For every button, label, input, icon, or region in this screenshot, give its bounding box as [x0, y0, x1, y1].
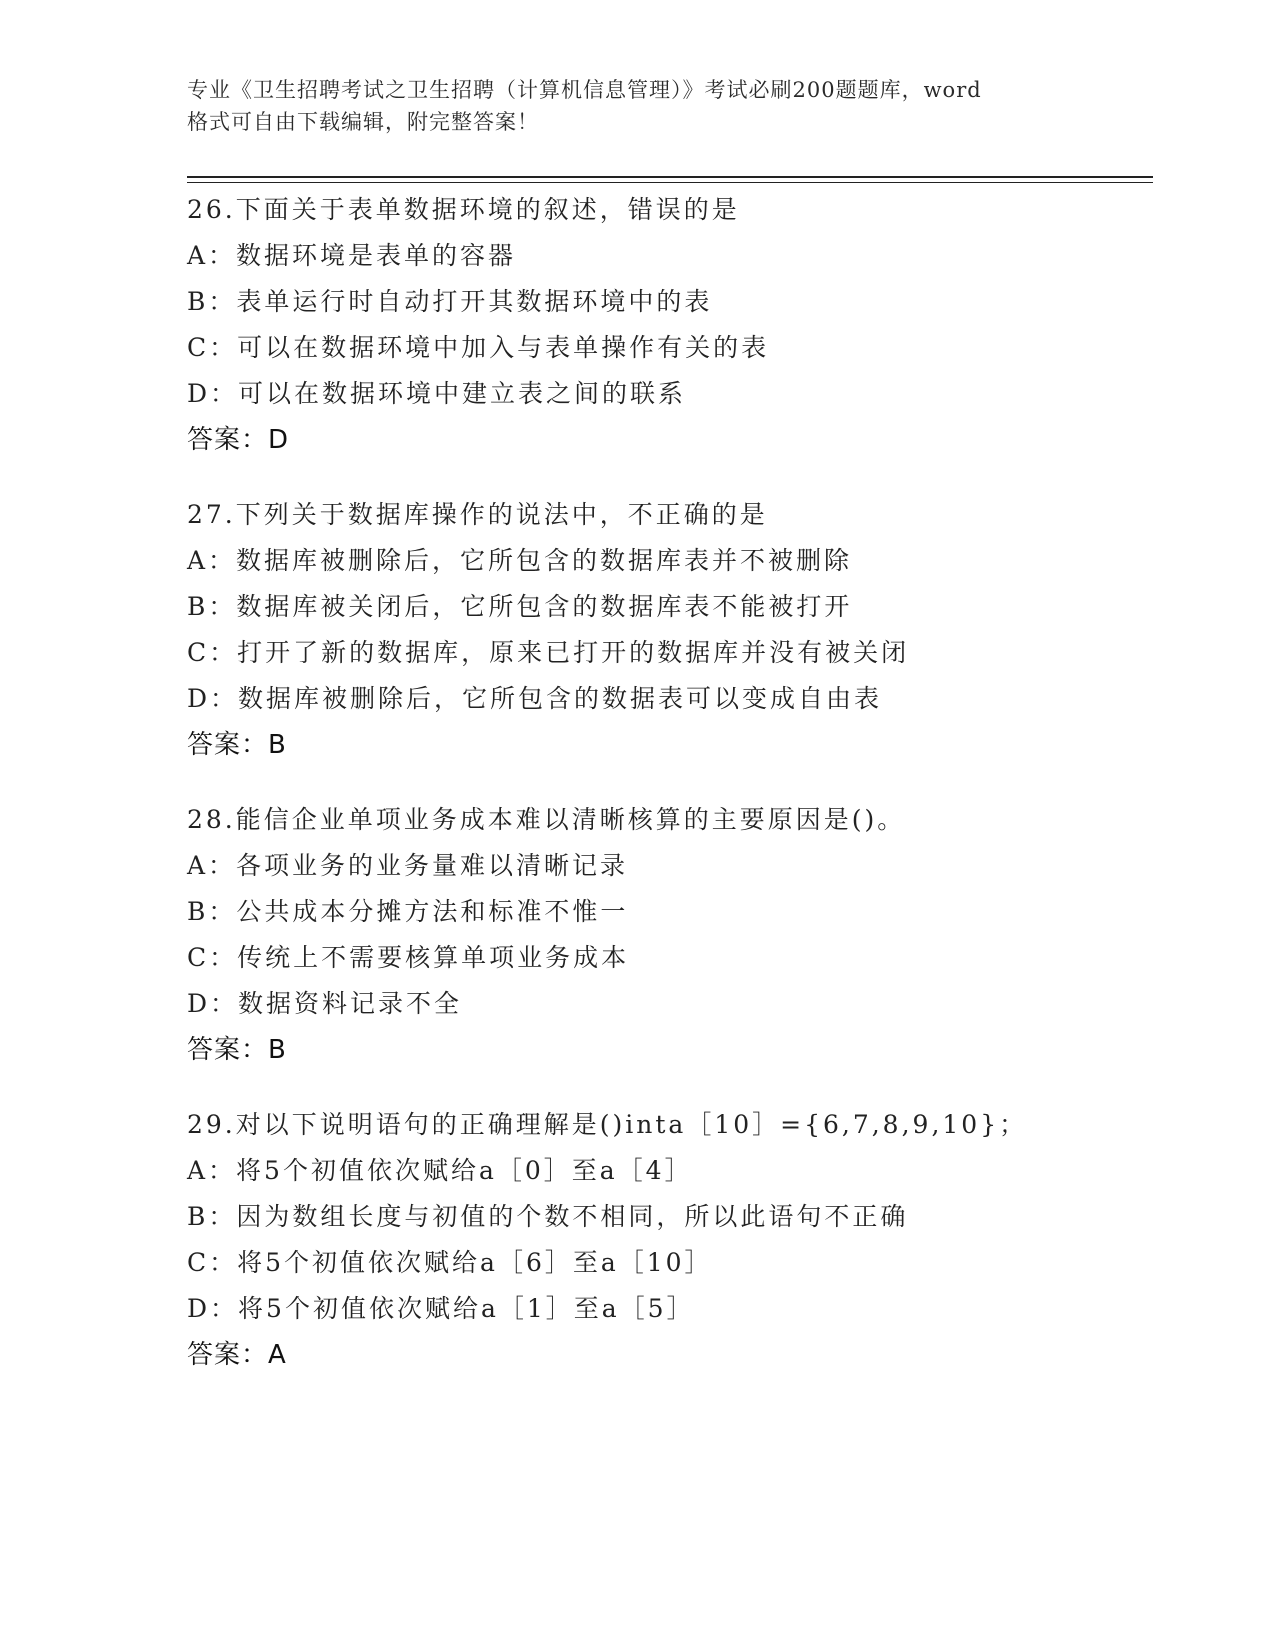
option-d: D：数据资料记录不全	[187, 989, 463, 1018]
question-block-27	[187, 492, 1147, 768]
header-line-1: 专业《卫生招聘考试之卫生招聘（计算机信息管理）》考试必刷200题题库，word	[187, 78, 982, 102]
option-b: B：因为数组长度与初值的个数不相同，所以此语句不正确	[187, 1202, 909, 1231]
option-b: B：公共成本分摊方法和标准不惟一	[187, 897, 629, 926]
option-c: C：传统上不需要核算单项业务成本	[187, 943, 630, 972]
answer-line: 答案：B	[187, 1035, 287, 1065]
option-d: D：将5个初值依次赋给a［1］至a［5］	[187, 1294, 695, 1323]
question-block-28	[187, 797, 1147, 1073]
option-a: A：数据环境是表单的容器	[187, 241, 517, 270]
option-c: C：可以在数据环境中加入与表单操作有关的表	[187, 333, 770, 362]
question-stem: 26.下面关于表单数据环境的叙述，错误的是	[187, 195, 740, 224]
question-block-29	[187, 1102, 1147, 1378]
question-stem: 27.下列关于数据库操作的说法中，不正确的是	[187, 500, 768, 529]
answer-line: 答案：D	[187, 425, 290, 455]
header-line-2: 格式可自由下载编辑，附完整答案！	[187, 110, 539, 134]
option-a: A：各项业务的业务量难以清晰记录	[187, 851, 629, 880]
question-stem: 29.对以下说明语句的正确理解是()inta［10］={6,7,8,9,10}；	[187, 1110, 1028, 1139]
option-a: A：数据库被删除后，它所包含的数据库表并不被删除	[187, 546, 853, 575]
option-b: B：数据库被关闭后，它所包含的数据库表不能被打开	[187, 592, 853, 621]
option-b: B：表单运行时自动打开其数据环境中的表	[187, 287, 713, 316]
answer-line: 答案：A	[187, 1340, 287, 1370]
question-stem: 28.能信企业单项业务成本难以清晰核算的主要原因是()。	[187, 805, 906, 834]
option-a: A：将5个初值依次赋给a［0］至a［4］	[187, 1156, 693, 1185]
option-c: C：打开了新的数据库，原来已打开的数据库并没有被关闭	[187, 638, 910, 667]
option-d: D：数据库被删除后，它所包含的数据表可以变成自由表	[187, 684, 883, 713]
option-c: C：将5个初值依次赋给a［6］至a［10］	[187, 1248, 713, 1277]
option-d: D：可以在数据环境中建立表之间的联系	[187, 379, 687, 408]
header-divider-thick	[187, 176, 1153, 178]
answer-line: 答案：B	[187, 730, 287, 760]
question-block-26	[187, 187, 1147, 463]
document-header	[187, 74, 1087, 138]
header-divider-thin	[187, 182, 1153, 183]
